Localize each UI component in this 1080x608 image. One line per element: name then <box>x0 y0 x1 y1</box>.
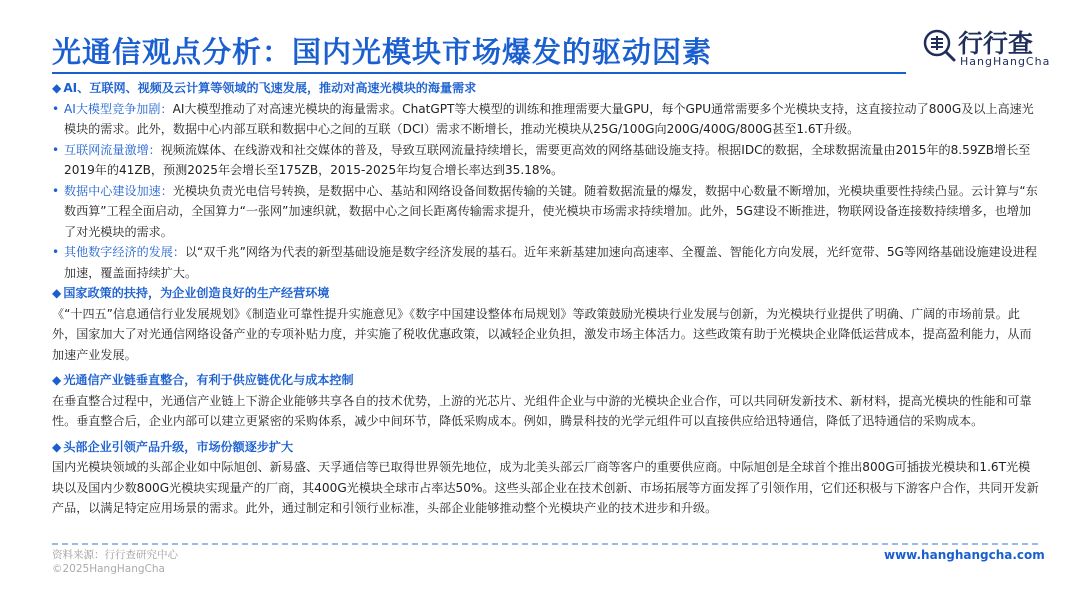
hanghangcha-logo-icon <box>922 28 956 62</box>
dot-bullet-icon: • <box>52 183 60 198</box>
item-lead: 数据中心建设加速： <box>64 183 173 198</box>
diamond-bullet-icon: ◆ <box>52 286 62 300</box>
item-text: 以“双千兆”网络为代表的新型基础设施是数字经济发展的基石。近年来新基建加速向高速率、全覆盖、智能化方向发展，光纤宽带、5G等网络基础设施建设进程加速，覆盖面持续扩大。 <box>64 245 1037 280</box>
logo <box>922 22 1062 70</box>
item-text: AI大模型推动了对高速光模块的海量需求。ChatGPT等大模型的训练和推理需要大量GPU，每个GPU通常需要多个光模块支持，这直接拉动了800G及以上高速光模块的需求。此外，数据中心内部互联和数据中心之间的互联（DCI）需求不断增长，推动光模块从25G/100G向200G/400G/800G甚至1.6T升级。 <box>64 101 1034 136</box>
section-paragraph: 在垂直整合过程中，光通信产业链上下游企业能够共享各自的技术优势，上游的光芯片、光组件企业与中游的光模块企业合作，可以共同研发新技术、新材料，提高光模块的性能和可靠性。垂直整合后，企业内部可以建立更紧密的采购体系，减少中间环节，降低采购成本。例如，腾景科技的光学元组件可以直接供应给迅特通信，降低了迅特通信的采购成本。 <box>52 393 1032 428</box>
item-text: 视频流媒体、在线游戏和社交媒体的普及，导致互联网流量持续增长，需要更高效的网络基础设施支持。根据IDC的数据，全球数据流量由2015年的8.59ZB增长至2019年的41ZB，预测2025年会增长至175ZB，2015-2025年均复合增长率达到35.18%。 <box>64 142 1031 177</box>
header <box>0 0 1080 70</box>
section-ai-demand <box>52 78 1042 283</box>
content <box>52 78 1042 519</box>
dot-bullet-icon: • <box>52 142 60 157</box>
dot-bullet-icon: • <box>52 101 60 116</box>
dot-bullet-icon: • <box>52 245 60 259</box>
diamond-bullet-icon: ◆ <box>52 439 62 454</box>
section-policy <box>52 283 1042 365</box>
item-lead: 其他数字经济的发展： <box>64 245 185 259</box>
item-lead: 互联网流量激增： <box>64 142 161 157</box>
section-paragraph: 国内光模块领域的头部企业如中际旭创、新易盛、天孚通信等已取得世界领先地位，成为北美头部云厂商等客户的重要供应商。中际旭创是全球首个推出800G可插拔光模块和1.6T光模块以及国内少数800G光模块实现量产的厂商，其400G光模块全球市占率达50%。这些头部企业在技术创新、市场拓展等方面发挥了引领作用，它们还积极与下游客户合作，共同开发新产品，以满足特定应用场景的需求。此外，通过制定和引领行业标准，头部企业能够推动整个光模块产业的技术进步和升级。 <box>52 460 1039 515</box>
section-heading: ◆ 国家政策的扶持，为企业创造良好的生产经营环境 <box>52 286 330 300</box>
source-note: 资料来源：行行查研究中心 <box>52 549 178 561</box>
logo-text-en: HangHangCha <box>960 55 1051 68</box>
section-heading: ◆ 头部企业引领产品升级，市场份额逐步扩大 <box>52 439 294 454</box>
diamond-bullet-icon: ◆ <box>52 373 62 387</box>
diamond-bullet-icon: ◆ <box>52 81 62 95</box>
title-divider <box>52 72 906 74</box>
page-title: 光通信观点分析：国内光模块市场爆发的驱动因素 <box>52 35 713 69</box>
list-item <box>52 242 1042 283</box>
item-text: 光模块负责光电信号转换，是数据中心、基站和网络设备间数据传输的关键。随着数据流量的爆发，数据中心数量不断增加，光模块重要性持续凸显。云计算与“东数西算”工程全面启动，全国算力“一张网”加速织就，数据中心之间长距离传输需求提升，使光模块市场需求持续增加。此外，5G建设不断推进，物联网设备连接数持续增多，也增加了对光模块的需求。 <box>64 183 1038 239</box>
section-leading-firms <box>52 437 1042 519</box>
website-link[interactable]: www.hanghangcha.com <box>884 548 1045 562</box>
section-heading: ◆ 光通信产业链垂直整合，有利于供应链优化与成本控制 <box>52 373 354 387</box>
section-heading: ◆ AI、互联网、视频及云计算等领域的飞速发展，推动对高速光模块的海量需求 <box>52 81 477 95</box>
copyright-note: ©2025HangHangCha <box>52 563 165 575</box>
section-vertical-integration <box>52 370 1042 432</box>
section-paragraph: 《“十四五”信息通信行业发展规划》《制造业可靠性提升实施意见》《数字中国建设整体布局规划》等政策鼓励光模块行业发展与创新，为光模块行业提供了明确、广阔的市场前景。此外，国家加大了对光通信网络设备产业的专项补贴力度，并实施了税收优惠政策，以减轻企业负担，激发市场主体活力。这些政策有助于光模块企业降低运营成本，提高盈利能力，从而加速产业发展。 <box>52 306 1032 362</box>
list-item <box>52 181 1042 243</box>
list-item <box>52 99 1042 140</box>
logo-text-cn: 行行查 <box>958 29 1034 58</box>
footer-divider <box>52 543 1038 545</box>
item-lead: AI大模型竞争加剧： <box>64 101 173 116</box>
list-item <box>52 140 1042 181</box>
